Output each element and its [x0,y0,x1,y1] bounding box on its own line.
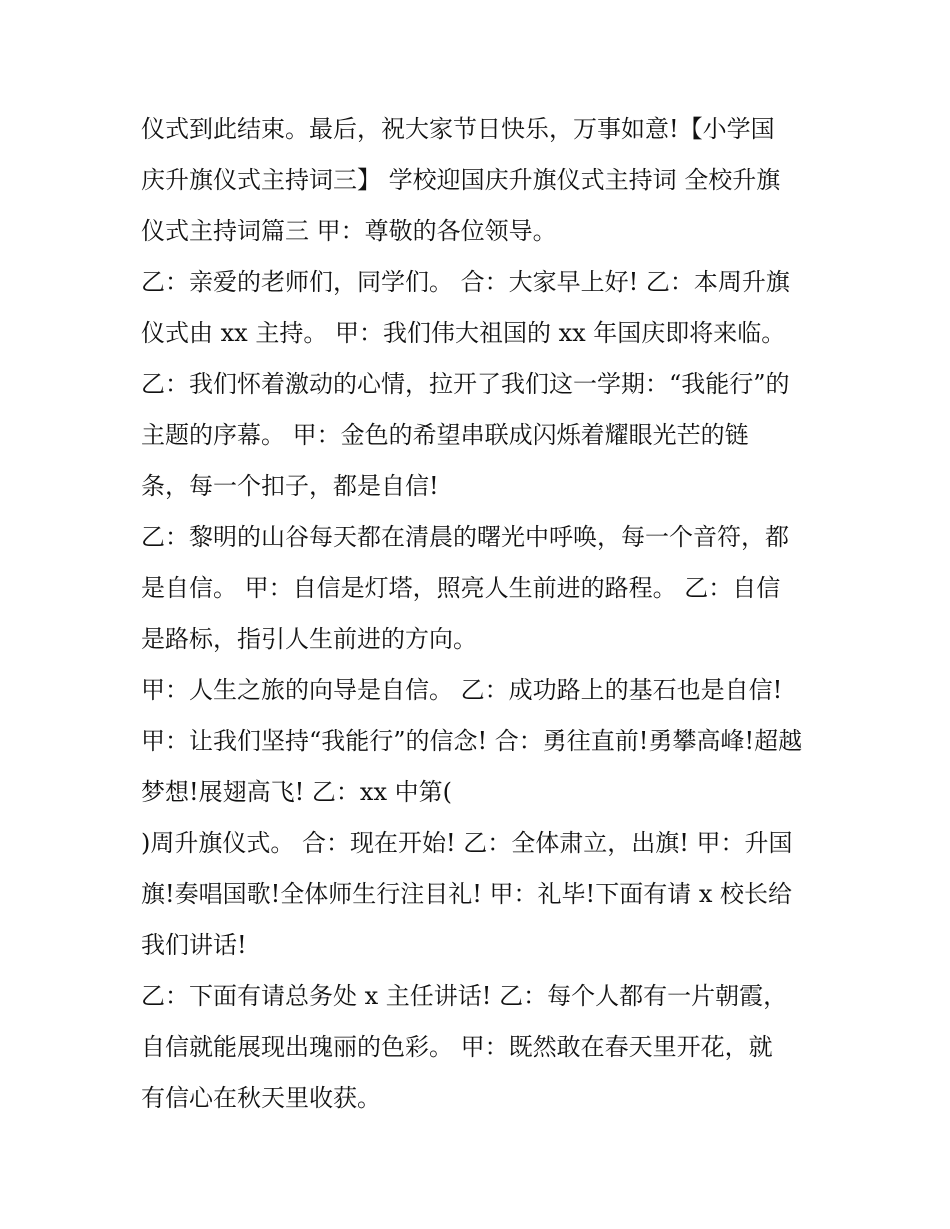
text-line: 甲：让我们坚持“我能行”的信念! 合：勇往直前!勇攀高峰!超越 [141,727,803,755]
document-body [141,104,831,1124]
text-line: 我们讲话! [141,931,247,959]
text-line: 梦想!展翅高飞! 乙：xx 中第( [141,778,452,806]
text-line: 乙：我们怀着激动的心情，拉开了我们这一学期：“我能行”的 [141,370,790,398]
text-line: 仪式由 xx 主持。 甲：我们伟大祖国的 xx 年国庆即将来临。 [141,319,786,347]
text-line: 旗!奏唱国歌!全体师生行注目礼! 甲：礼毕!下面有请 x 校长给 [141,880,792,908]
text-line: 条，每一个扣子，都是自信! [141,472,439,500]
text-line: 乙：亲爱的老师们，同学们。 合：大家早上好! 乙：本周升旗 [141,268,790,296]
text-line: 乙：黎明的山谷每天都在清晨的曙光中呼唤，每一个音符，都 [141,523,789,551]
text-line: 主题的序幕。 甲：金色的希望串联成闪烁着耀眼光芒的链 [141,421,749,449]
text-line: )周升旗仪式。 合：现在开始! 乙：全体肃立，出旗! 甲：升国 [141,829,793,857]
text-line: 有信心在秋天里收获。 [141,1084,381,1112]
text-line: 乙：下面有请总务处 x 主任讲话! 乙：每个人都有一片朝霞， [141,982,788,1010]
text-line: 仪式主持词篇三 甲：尊敬的各位领导。 [141,217,557,245]
text-line: 是自信。 甲：自信是灯塔，照亮人生前进的路程。 乙：自信 [141,574,781,602]
text-line: 仪式到此结束。最后，祝大家节日快乐，万事如意!【小学国 [141,115,775,143]
text-line: 甲：人生之旅的向导是自信。 乙：成功路上的基石也是自信! [141,676,783,704]
text-line: 庆升旗仪式主持词三】 学校迎国庆升旗仪式主持词 全校升旗 [141,166,781,194]
text-line: 自信就能展现出瑰丽的色彩。 甲：既然敢在春天里开花，就 [141,1033,773,1061]
text-line: 是路标，指引人生前进的方向。 [141,625,477,653]
